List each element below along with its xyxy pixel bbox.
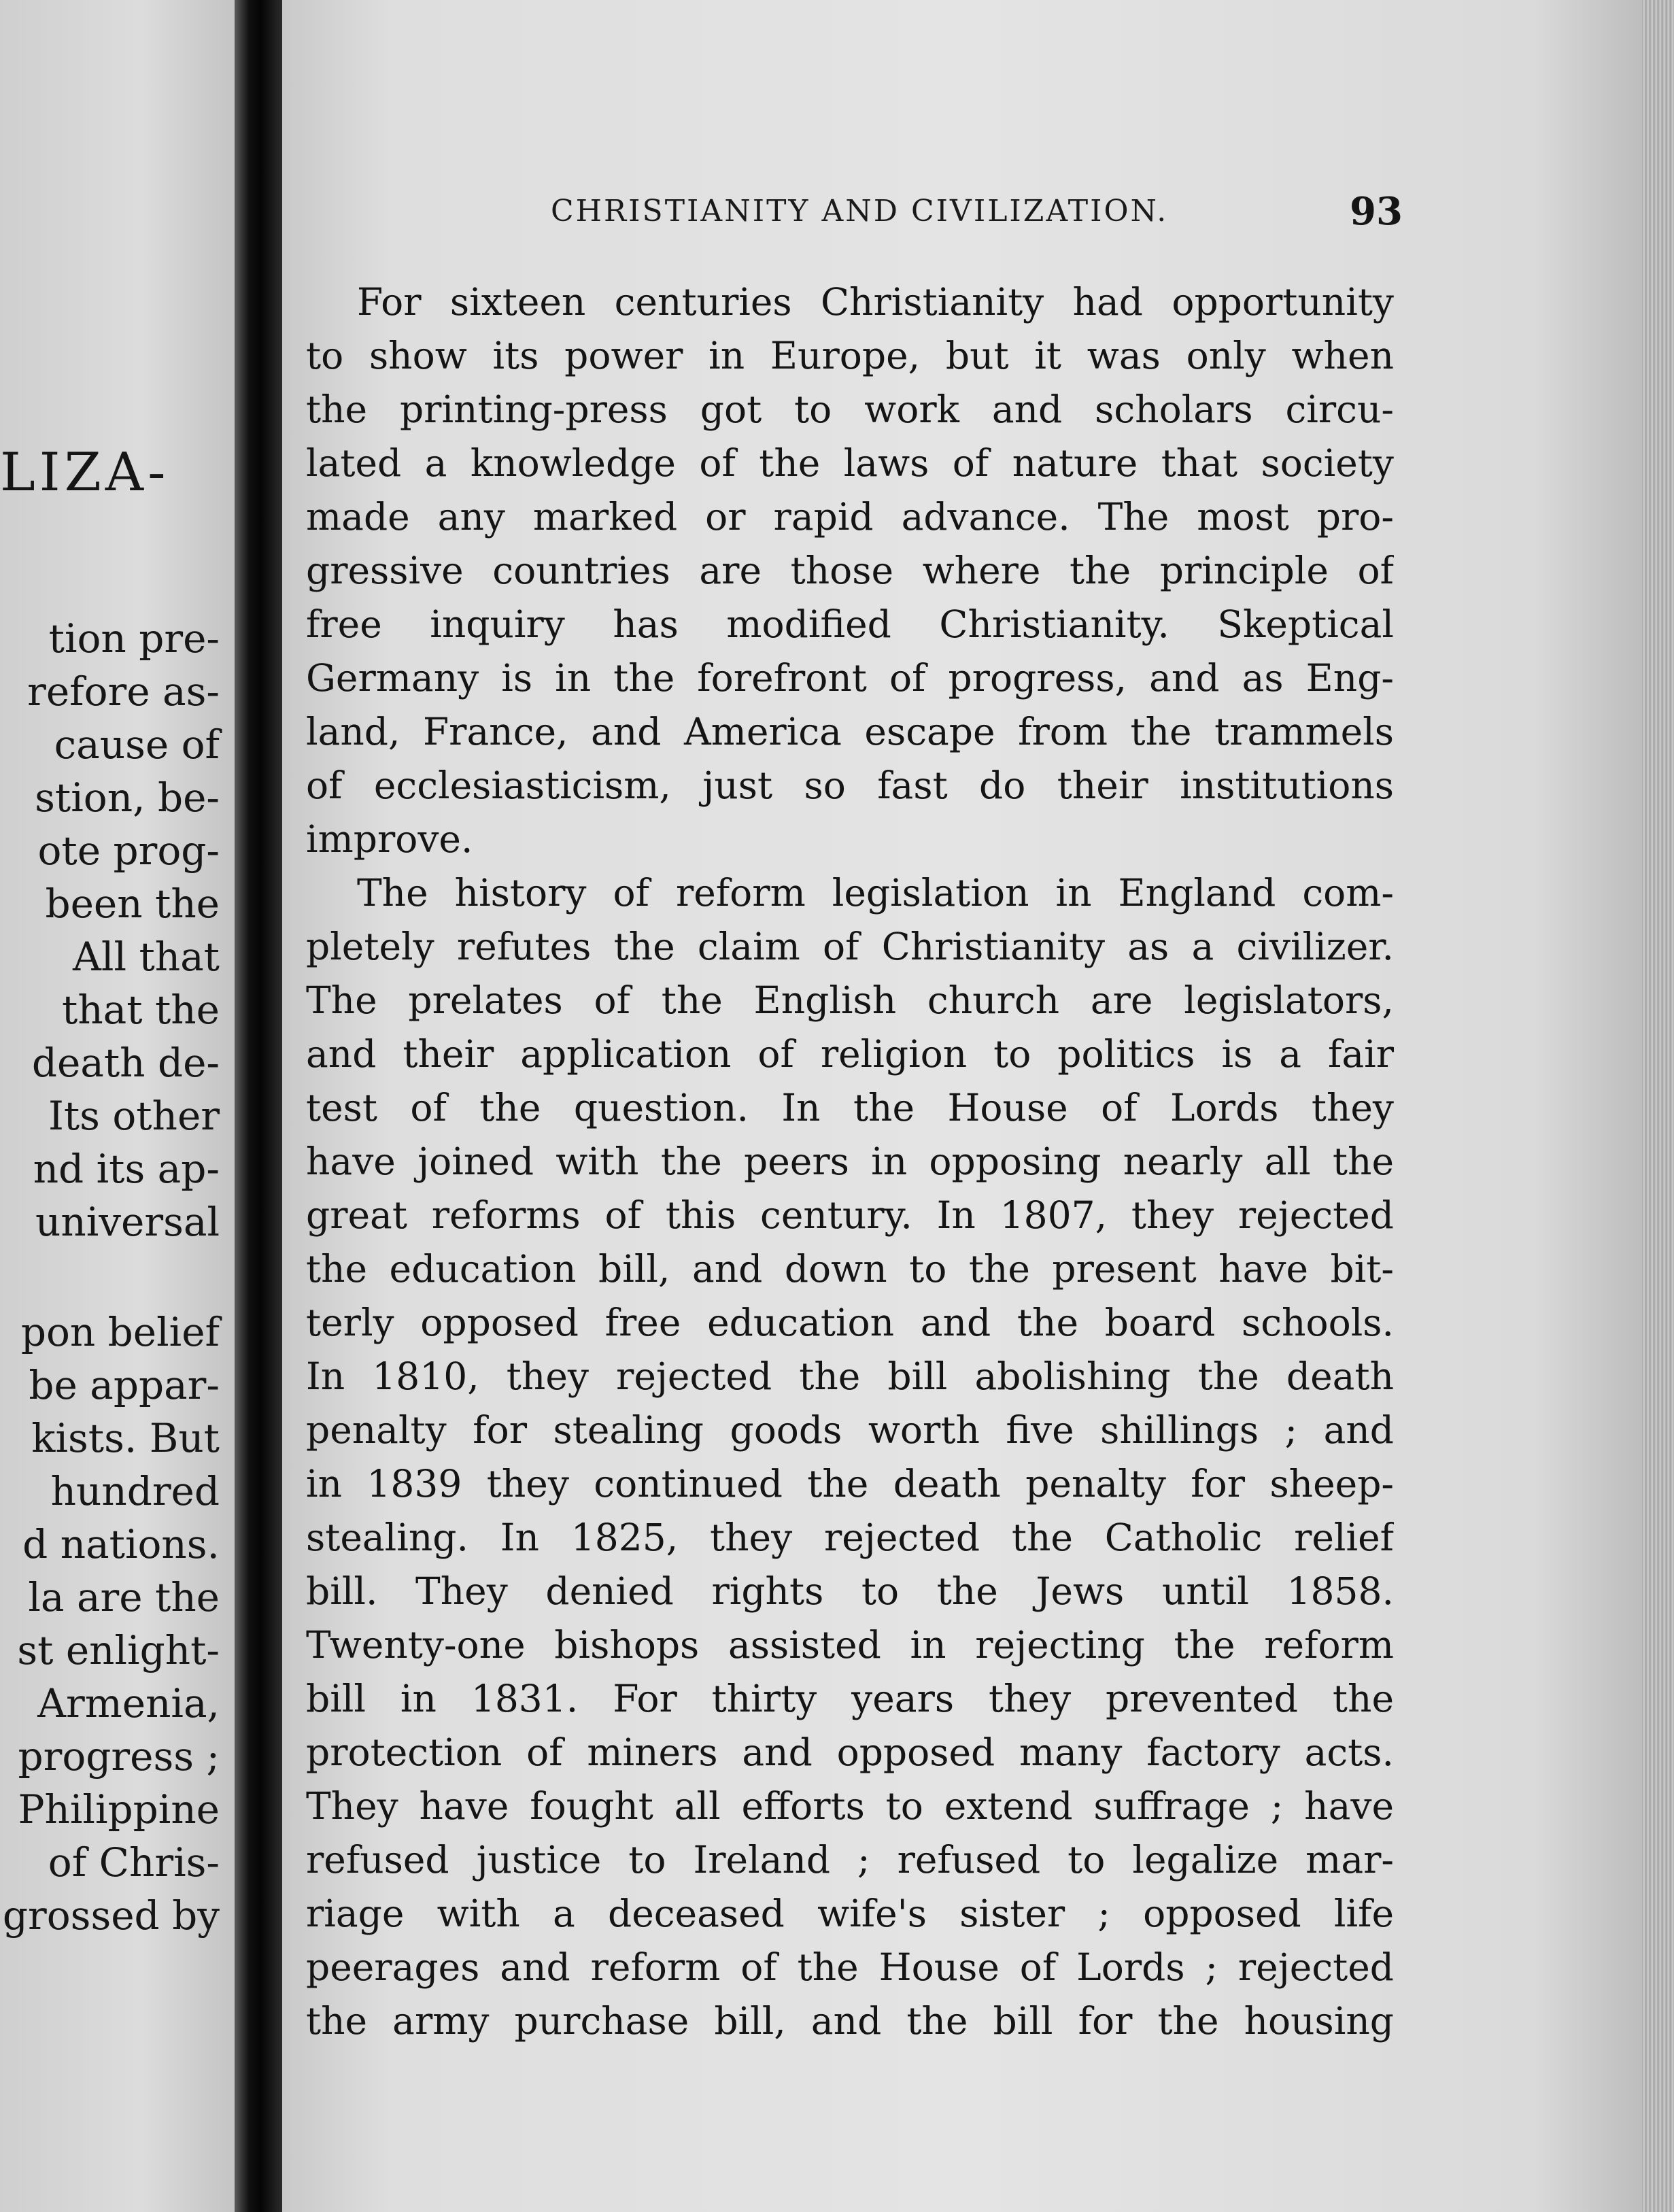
text-line: stealing. In 1825, they rejected the Catholic relief bbox=[306, 1516, 1394, 1559]
previous-page-line: hundred bbox=[50, 1468, 220, 1514]
text-line: bill. They denied rights to the Jews until 1858. bbox=[306, 1569, 1394, 1613]
previous-page-fragment bbox=[0, 0, 235, 2212]
text-line: bill in 1831. For thirty years they prevented the bbox=[306, 1677, 1394, 1720]
text-line: protection of miners and opposed many factory acts. bbox=[306, 1731, 1394, 1774]
text-line: in 1839 they continued the death penalty for sheep- bbox=[306, 1462, 1394, 1505]
text-line: have joined with the peers in opposing nearly all the bbox=[306, 1140, 1394, 1183]
previous-page-line: refore as- bbox=[27, 668, 220, 715]
text-line: They have fought all efforts to extend suffrage ; have bbox=[306, 1784, 1394, 1828]
text-line: peerages and reform of the House of Lords ; rejected bbox=[306, 1945, 1394, 1989]
previous-page-line: st enlight- bbox=[17, 1627, 220, 1673]
previous-page-heading-fragment: LIZA- bbox=[0, 442, 170, 503]
text-line: pletely refutes the claim of Christianity as a civilizer. bbox=[306, 925, 1394, 968]
previous-page-line: All that bbox=[73, 934, 220, 980]
text-line: made any marked or rapid advance. The most pro- bbox=[306, 495, 1394, 539]
previous-page-line: that the bbox=[62, 987, 220, 1033]
text-line: The prelates of the English church are legislators, bbox=[306, 979, 1394, 1022]
previous-page-line: been the bbox=[45, 881, 220, 927]
previous-page-line: death de- bbox=[31, 1040, 220, 1086]
text-line: and their application of religion to politics is a fair bbox=[306, 1032, 1394, 1076]
text-line: the army purchase bill, and the bill for the housing bbox=[306, 1999, 1394, 2043]
previous-page-line: Its other bbox=[48, 1093, 220, 1139]
text-line: penalty for stealing goods worth five shillings ; and bbox=[306, 1408, 1394, 1452]
text-line: great reforms of this century. In 1807, they rejected bbox=[306, 1193, 1394, 1237]
text-line: of ecclesiasticism, just so fast do their institutions bbox=[306, 764, 1394, 807]
text-line: to show its power in Europe, but it was only when bbox=[306, 334, 1394, 377]
text-line: refused justice to Ireland ; refused to legalize mar- bbox=[306, 1838, 1394, 1882]
text-line: improve. bbox=[306, 817, 473, 861]
previous-page-line: cause of bbox=[54, 721, 220, 768]
text-line: the education bill, and down to the present have bit- bbox=[306, 1247, 1394, 1291]
previous-page-line: tion pre- bbox=[48, 615, 220, 662]
running-head: CHRISTIANITY AND CIVILIZATION. bbox=[551, 194, 1169, 228]
text-line: test of the question. In the House of Lords they bbox=[306, 1086, 1394, 1129]
text-line: lated a knowledge of the laws of nature that society bbox=[306, 441, 1394, 485]
page-number: 93 bbox=[1350, 189, 1403, 234]
previous-page-line: stion, be- bbox=[35, 775, 220, 821]
previous-page-line: be appar- bbox=[29, 1362, 220, 1408]
text-line: free inquiry has modified Christianity. Skeptical bbox=[306, 602, 1394, 646]
text-line: The history of reform legislation in England com- bbox=[357, 871, 1394, 915]
previous-page-line: la are the bbox=[28, 1574, 220, 1620]
previous-page-line: of Chris- bbox=[48, 1839, 220, 1886]
text-line: the printing-press got to work and scholars circu- bbox=[306, 388, 1394, 431]
text-line: gressive countries are those where the principle of bbox=[306, 549, 1394, 592]
text-line: terly opposed free education and the board schools. bbox=[306, 1301, 1394, 1344]
previous-page-line: pon belief bbox=[20, 1309, 220, 1355]
text-line: In 1810, they rejected the bill abolishing the death bbox=[306, 1355, 1394, 1398]
body-text bbox=[306, 275, 1394, 2048]
previous-page-line: nd its ap- bbox=[33, 1146, 220, 1192]
text-line: For sixteen centuries Christianity had opportunity bbox=[357, 280, 1394, 324]
previous-page-line: progress ; bbox=[18, 1733, 220, 1780]
previous-page-line: kists. But bbox=[31, 1415, 220, 1461]
text-line: Twenty-one bishops assisted in rejecting the reform bbox=[306, 1623, 1394, 1667]
previous-page-line: Armenia, bbox=[37, 1680, 220, 1726]
previous-page-line: ote prog- bbox=[37, 828, 220, 874]
text-line: land, France, and America escape from the trammels bbox=[306, 710, 1394, 753]
text-line: riage with a deceased wife's sister ; opposed life bbox=[306, 1892, 1394, 1935]
previous-page-line: d nations. bbox=[22, 1521, 220, 1567]
previous-page-line: Philippine bbox=[18, 1786, 220, 1833]
text-line: Germany is in the forefront of progress, and as Eng- bbox=[306, 656, 1394, 700]
book-gutter bbox=[235, 0, 282, 2212]
page-edge-stack bbox=[1642, 0, 1674, 2212]
previous-page-line: universal bbox=[35, 1199, 220, 1245]
previous-page-line: grossed by bbox=[2, 1892, 220, 1939]
